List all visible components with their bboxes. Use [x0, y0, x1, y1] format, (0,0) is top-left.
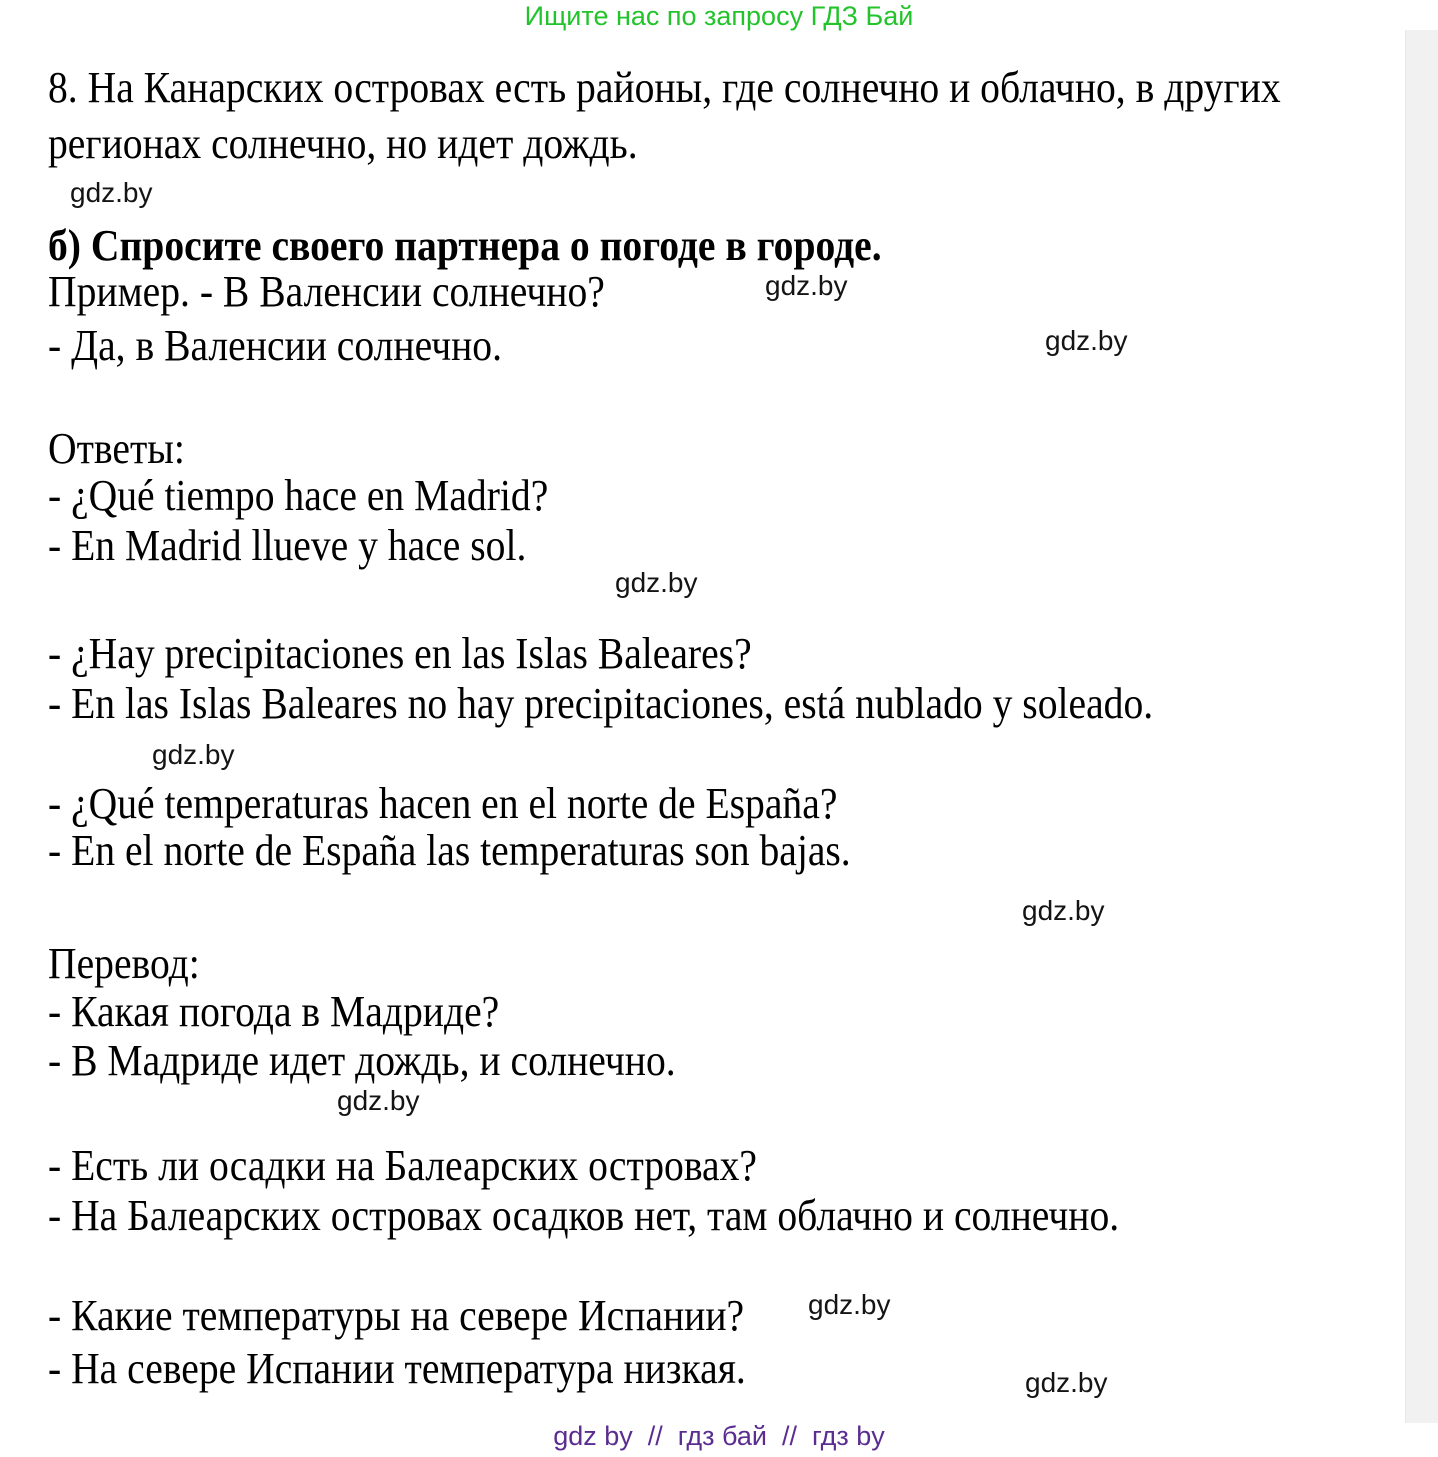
- gdz-watermark: gdz.by: [70, 177, 153, 208]
- translation-line-1: - Какая погода в Мадриде?: [48, 987, 500, 1036]
- section-b-heading: б) Спросите своего партнера о погоде в городе.: [48, 221, 882, 270]
- example-answer: - Да, в Валенсии солнечно.: [48, 321, 503, 370]
- translation-line-5: - Какие температуры на севере Испании?: [48, 1291, 745, 1340]
- gdz-watermark: gdz.by: [615, 567, 698, 598]
- translation-line-3: - Есть ли осадки на Балеарских островах?: [48, 1141, 758, 1190]
- answer-line-4: - En las Islas Baleares no hay precipitaciones, está nublado y soleado.: [48, 679, 1154, 728]
- gdz-watermark: gdz.by: [152, 739, 235, 770]
- gdz-watermark: gdz.by: [337, 1085, 420, 1116]
- gdz-watermark: gdz.by: [1022, 895, 1105, 926]
- answer-line-5: - ¿Qué temperaturas hacen en el norte de España?: [48, 779, 838, 828]
- task-8-line-2: регионах солнечно, но идет дождь.: [48, 119, 638, 168]
- answer-line-6: - En el norte de España las temperaturas son bajas.: [48, 826, 851, 875]
- answer-line-2: - En Madrid llueve y hace sol.: [48, 521, 527, 570]
- translation-line-6: - На севере Испании температура низкая.: [48, 1344, 746, 1393]
- task-8-line-1: 8. На Канарских островах есть районы, где солнечно и облачно, в других: [48, 63, 1281, 112]
- example-question: Пример. - В Валенсии солнечно?: [48, 267, 605, 316]
- gdz-watermark: gdz.by: [1025, 1367, 1108, 1398]
- answer-line-1: - ¿Qué tiempo hace en Madrid?: [48, 471, 549, 520]
- translation-line-2: - В Мадриде идет дождь, и солнечно.: [48, 1036, 676, 1085]
- gdz-watermark: gdz.by: [765, 270, 848, 301]
- promo-banner: Ищите нас по запросу ГДЗ Бай: [524, 1, 914, 31]
- answer-line-3: - ¿Hay precipitaciones en las Islas Baleares?: [48, 629, 752, 678]
- footer-links: gdz by // гдз бай // гдз by: [553, 1421, 885, 1451]
- gdz-watermark: gdz.by: [808, 1289, 891, 1320]
- translation-line-4: - На Балеарских островах осадков нет, там облачно и солнечно.: [48, 1191, 1120, 1240]
- gdz-watermark: gdz.by: [1045, 325, 1128, 356]
- translation-label: Перевод:: [48, 939, 200, 988]
- answers-label: Ответы:: [48, 424, 185, 473]
- page-edge-background: [1405, 30, 1438, 1423]
